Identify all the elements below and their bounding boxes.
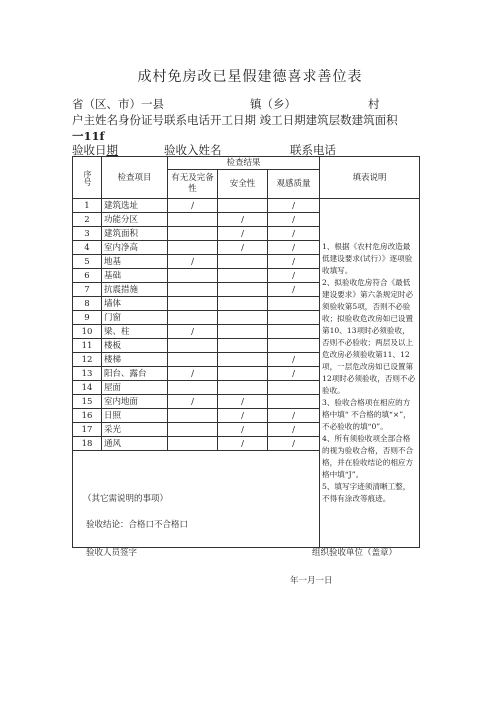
row-mark: [268, 311, 320, 325]
row-item: 室内地面: [102, 395, 168, 409]
row-number: 7: [73, 283, 102, 297]
row-mark: [168, 283, 218, 297]
signature-date: 年一月一日: [290, 576, 333, 586]
row-item: 室内净高: [102, 241, 168, 255]
row-item: 抗震措施: [102, 283, 168, 297]
inspector-signature-label: 验收人员签字: [86, 548, 138, 558]
header-notes: 填表说明: [320, 157, 420, 199]
row-item: 建筑选址: [102, 199, 168, 213]
owner-info-line: 户主姓名身份证号联系电话开工日期 竣工日期建筑层数建筑面积: [72, 113, 398, 127]
organizing-unit-label: 组织验收单位（盖章）: [312, 548, 398, 558]
owner-info-continuation: 一11f: [72, 129, 105, 143]
row-number: 9: [73, 311, 102, 325]
row-mark: [268, 381, 320, 395]
row-item: 屋面: [102, 381, 168, 395]
row-mark: [168, 423, 218, 437]
row-mark: [268, 339, 320, 353]
row-mark: /: [268, 283, 320, 297]
row-mark: [168, 353, 218, 367]
row-mark: /: [218, 241, 268, 255]
row-mark: [218, 325, 268, 339]
note-paragraph: 5、填写字迹须清晰工整，不得有涂改等痕迹。: [322, 482, 411, 503]
row-mark: [168, 409, 218, 423]
header-item: 检查项目: [102, 157, 168, 199]
row-mark: /: [268, 423, 320, 437]
row-mark: /: [268, 269, 320, 283]
header-result: 检查结果: [168, 157, 320, 170]
row-mark: [168, 241, 218, 255]
row-number: 3: [73, 227, 102, 241]
row-item: 门窗: [102, 311, 168, 325]
phone-label: 联系电话: [290, 143, 336, 157]
row-mark: /: [268, 437, 320, 451]
row-mark: /: [268, 241, 320, 255]
row-item: 功能分区: [102, 213, 168, 227]
notes-cell: [320, 199, 420, 548]
province-label: 省（区、市）一县: [72, 97, 164, 111]
table-row: [73, 199, 420, 213]
row-number: 17: [73, 423, 102, 437]
row-number: 12: [73, 353, 102, 367]
row-number: 15: [73, 395, 102, 409]
row-mark: /: [268, 213, 320, 227]
row-mark: [168, 227, 218, 241]
row-mark: [268, 297, 320, 311]
row-mark: [218, 367, 268, 381]
row-item: 通风: [102, 437, 168, 451]
row-mark: /: [168, 325, 218, 339]
inspector-name-label: 验收入姓名: [164, 143, 222, 157]
row-mark: /: [268, 353, 320, 367]
row-mark: [168, 297, 218, 311]
row-item: 基础: [102, 269, 168, 283]
row-mark: /: [218, 423, 268, 437]
row-item: 梁、柱: [102, 325, 168, 339]
row-number: 8: [73, 297, 102, 311]
row-item: 阳台、露台: [102, 367, 168, 381]
row-mark: /: [168, 199, 218, 213]
row-mark: [168, 381, 218, 395]
row-mark: /: [168, 395, 218, 409]
row-number: 16: [73, 409, 102, 423]
row-number: 2: [73, 213, 102, 227]
row-item: 楼板: [102, 339, 168, 353]
row-mark: /: [268, 199, 320, 213]
row-mark: /: [218, 213, 268, 227]
village-label: 村: [368, 97, 380, 111]
row-mark: [168, 437, 218, 451]
row-mark: /: [218, 409, 268, 423]
row-mark: [268, 395, 320, 409]
row-mark: [168, 213, 218, 227]
row-mark: [168, 311, 218, 325]
document-title: 成村免房改已星假建德喜求善位表: [137, 69, 363, 85]
row-mark: [218, 381, 268, 395]
row-number: 4: [73, 241, 102, 255]
note-paragraph: 1、根据《农村危房改造最低建设要求(试行）》逐项验收填写。: [322, 242, 413, 275]
row-mark: [218, 311, 268, 325]
row-mark: /: [268, 367, 320, 381]
row-item: 楼梯: [102, 353, 168, 367]
row-mark: [218, 339, 268, 353]
row-mark: /: [218, 227, 268, 241]
inspection-conclusion: 验收结论：合格口不合格口: [86, 520, 189, 530]
row-mark: /: [268, 255, 320, 269]
note-paragraph: 4、所有须验收项全部合格的视为验收合格，否则不合格，并在验收结论的相应方格中填“J”。: [322, 434, 414, 479]
row-mark: [218, 269, 268, 283]
row-item: 建筑面积: [102, 227, 168, 241]
town-label: 镇（乡）: [250, 97, 296, 111]
inspection-date-label: 验收日期: [72, 143, 118, 157]
row-mark: [218, 297, 268, 311]
row-mark: [218, 353, 268, 367]
row-number: 6: [73, 269, 102, 283]
row-mark: /: [218, 437, 268, 451]
header-no: 序号: [73, 157, 102, 199]
row-mark: [218, 255, 268, 269]
row-item: 日照: [102, 409, 168, 423]
row-mark: [218, 199, 268, 213]
row-mark: /: [268, 227, 320, 241]
row-number: 11: [73, 339, 102, 353]
row-item: 采光: [102, 423, 168, 437]
row-mark: /: [218, 395, 268, 409]
header-safety: 安全性: [218, 170, 268, 199]
row-number: 13: [73, 367, 102, 381]
row-number: 5: [73, 255, 102, 269]
header-appearance: 观感质量: [268, 170, 320, 199]
row-number: 18: [73, 437, 102, 451]
row-mark: /: [168, 255, 218, 269]
row-number: 1: [73, 199, 102, 213]
row-mark: [218, 283, 268, 297]
header-completeness: 有无及完备性: [168, 170, 218, 199]
row-mark: [268, 325, 320, 339]
row-mark: /: [268, 409, 320, 423]
row-mark: [168, 339, 218, 353]
row-mark: [168, 269, 218, 283]
other-notes-label: （其它需说明的事项）: [73, 451, 320, 548]
row-item: 地基: [102, 255, 168, 269]
row-mark: /: [168, 367, 218, 381]
row-number: 14: [73, 381, 102, 395]
row-number: 10: [73, 325, 102, 339]
row-item: 墙体: [102, 297, 168, 311]
note-paragraph: 3、验收合格项在相应的方格中填“ 不合格的填“×”，不必验收的填“0”。: [322, 398, 411, 431]
inspection-table: [72, 156, 420, 548]
note-paragraph: 2、拟验收危房符合《最低建设要求》第六条规定时必须验收第5项，否则不必验收；拟验收危改房如已设置第10、13项时必须验收，否则不必验收；两层及以上危改房必须验收第11、12项，一层危改房如已设置第12项时必须验收，否则不必验收。: [322, 278, 416, 395]
